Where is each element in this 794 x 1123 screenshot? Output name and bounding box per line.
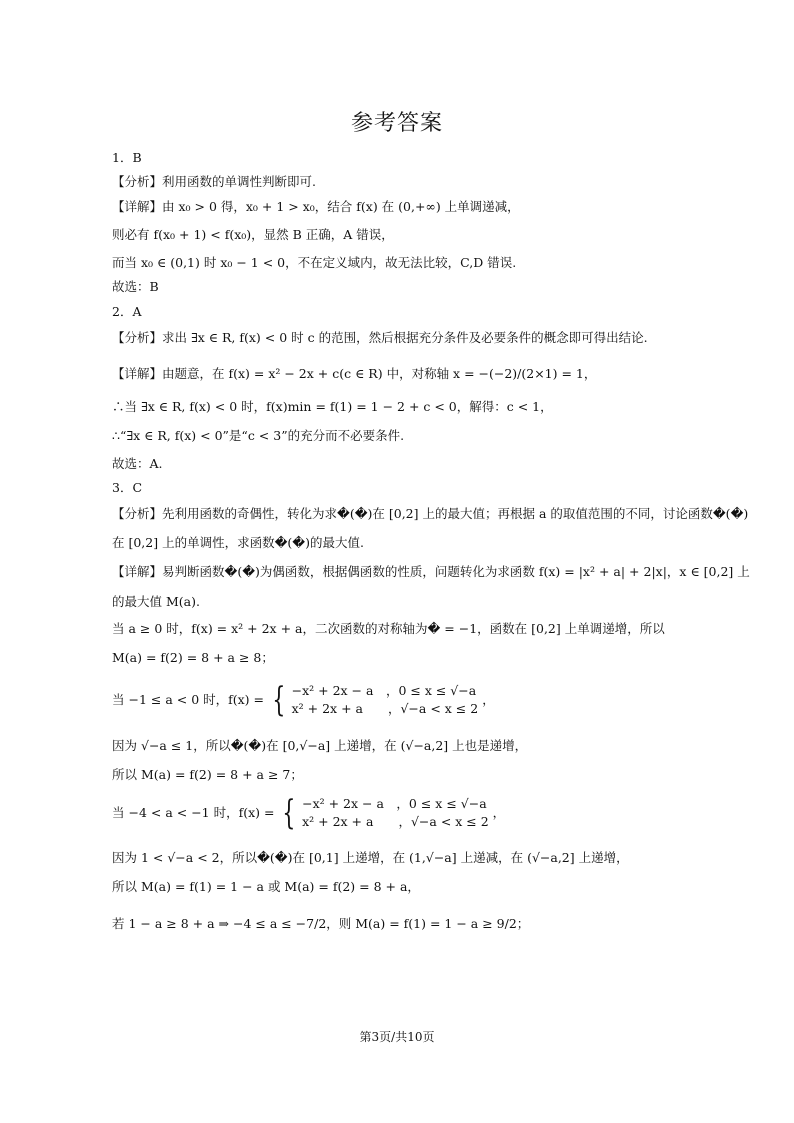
text-line: 所以 M(a) = f(1) = 1 − a 或 M(a) = f(2) = 8 + a， — [112, 879, 420, 894]
page-title: 参考答案 — [350, 111, 443, 136]
case1-brace: { — [272, 680, 286, 720]
text-line: 当 a ≥ 0 时，f(x) = x² + 2x + a，二次函数的对称轴为� = −1，函数在 [0,2] 上单调递增，所以 — [112, 621, 665, 636]
page-footer: 第3页/共10页 — [359, 1030, 435, 1044]
case1-tail: ， — [482, 692, 495, 707]
case1-lead: 当 −1 ≤ a < 0 时，f(x) = — [112, 692, 264, 707]
text-line: 【分析】先利用函数的奇偶性，转化为求�(�)在 [0,2] 上的最大值；再根据 a 的取值范围的不同，讨论函数�(�) — [112, 506, 749, 521]
text-line: 在 [0,2] 上的单调性，求函数�(�)的最大值. — [112, 535, 364, 550]
text-line: M(a) = f(2) = 8 + a ≥ 8； — [112, 650, 274, 665]
text-line: 而当 x₀ ∈ (0,1) 时 x₀ − 1 < 0，不在定义域内，故无法比较，C,D 错误. — [112, 255, 517, 270]
text-line: 【详解】由 x₀ > 0 得，x₀ + 1 > x₀，结合 f(x) 在 (0,+∞) 上单调递减， — [112, 199, 520, 214]
case1-row1: −x² + 2x − a ，0 ≤ x ≤ √−a — [291, 683, 477, 698]
text-line: 故选：A. — [112, 456, 163, 471]
text-line: 则必有 f(x₀ + 1) < f(x₀)，显然 B 正确，A 错误， — [112, 227, 394, 242]
case2-row2: x² + 2x + a ，√−a < x ≤ 2 — [302, 814, 489, 829]
text-line: 【分析】求出 ∃x ∈ R, f(x) < 0 时 c 的范围，然后根据充分条件及必要条件的概念即可得出结论. — [112, 330, 648, 345]
text-line: 的最大值 M(a). — [112, 594, 200, 609]
case2-row1: −x² + 2x − a ，0 ≤ x ≤ √−a — [302, 796, 487, 811]
text-line: 【分析】利用函数的单调性判断即可. — [112, 174, 316, 189]
text-line: 3．C — [112, 480, 143, 495]
text-line: 故选：B — [112, 279, 159, 294]
case1-rows — [292, 682, 479, 718]
case1-row2: x² + 2x + a ，√−a < x ≤ 2 — [291, 701, 479, 716]
case2-tail: ， — [492, 805, 506, 820]
case2-brace: { — [282, 793, 296, 833]
text-line: ∴当 ∃x ∈ R, f(x) < 0 时，f(x)min = f(1) = 1 − 2 + c < 0，解得：c < 1， — [112, 399, 553, 414]
text-line: 因为 √−a ≤ 1，所以�(�)在 [0,√−a] 上递增，在 (√−a,2] 上也是递增， — [112, 738, 528, 753]
text-line: 因为 1 < √−a < 2，所以�(�)在 [0,1] 上递增，在 (1,√−a] 上递减，在 (√−a,2] 上递增， — [112, 850, 629, 865]
case2-rows — [302, 795, 489, 831]
text-line: 1．B — [112, 150, 142, 165]
case2-lead: 当 −4 < a < −1 时，f(x) = — [112, 805, 275, 820]
text-line: 2．A — [112, 304, 142, 319]
text-line: 若 1 − a ≥ 8 + a ⇒ −4 ≤ a ≤ −7/2，则 M(a) = f(1) = 1 − a ≥ 9/2； — [112, 916, 530, 931]
text-line: 【详解】由题意，在 f(x) = x² − 2x + c(c ∈ R) 中，对称轴 x = −(−2)/(2×1) = 1， — [112, 366, 597, 381]
text-line: ∴“∃x ∈ R, f(x) < 0”是“c < 3”的充分而不必要条件. — [112, 428, 405, 443]
piecewise-case-2 — [112, 795, 505, 831]
piecewise-case-1 — [112, 682, 495, 718]
text-line: 所以 M(a) = f(2) = 8 + a ≥ 7； — [112, 767, 303, 782]
text-line: 【详解】易判断函数�(�)为偶函数，根据偶函数的性质，问题转化为求函数 f(x) = |x² + a| + 2|x|，x ∈ [0,2] 上 — [112, 564, 750, 579]
